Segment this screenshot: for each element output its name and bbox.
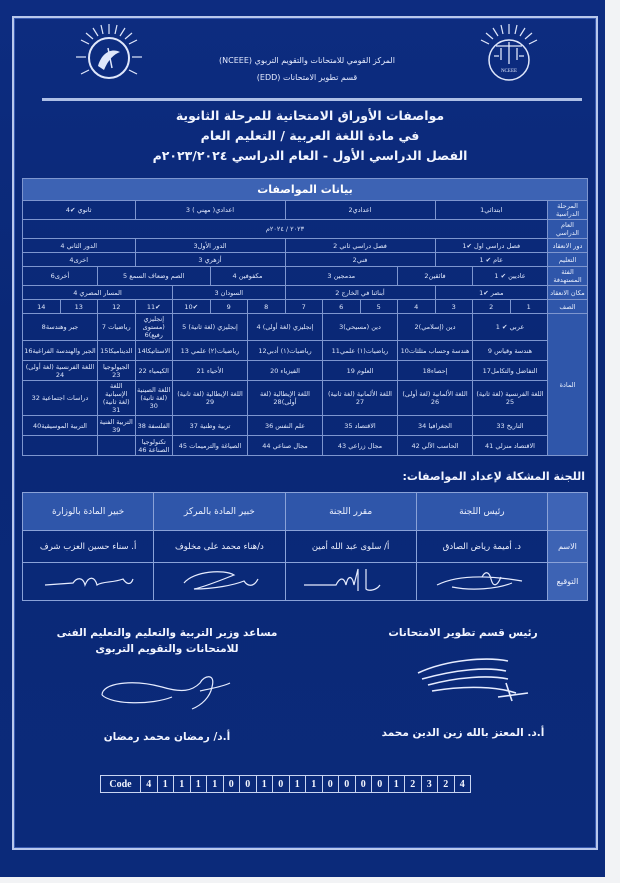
code-digit: 4 — [454, 776, 471, 793]
member-name: أ. سناء حسين العزب شرف — [23, 531, 154, 563]
code-digit: 3 — [421, 776, 438, 793]
subject-cell: الاقتصاد 35 — [323, 416, 398, 436]
grade-cell: 1 — [510, 300, 548, 314]
grade-cell: 12 — [98, 300, 136, 314]
code-digit: 1 — [174, 776, 191, 793]
category-row — [23, 267, 588, 286]
subject-cell: اللغة الإيطالية (لغة أولى)28 — [248, 381, 323, 416]
header-divider — [42, 98, 582, 101]
role-header: مقرر اللجنة — [285, 493, 416, 531]
education-row — [23, 253, 588, 267]
official-role-line-1: مساعد وزير التربية والتعليم والتعليم الفنى — [56, 627, 278, 639]
subject-cell: التاريخ 33 — [473, 416, 548, 436]
title-line-3: الفصل الدراسي الأول - العام الدراسي ٢٠٢٣/٢٠٢٤م — [152, 148, 468, 163]
session-row — [23, 239, 588, 253]
grade-cell: 8 — [248, 300, 286, 314]
stage-label: المرحلة الدراسية — [548, 201, 588, 220]
code-strip — [100, 775, 471, 793]
code-digit: 0 — [240, 776, 257, 793]
subject-cell: اللغة الألمانية (لغة أولى) 26 — [398, 381, 473, 416]
official-name: أ.د. المعتز بالله زين الدين محمد — [381, 727, 545, 739]
official-role: رئيس قسم تطوير الامتحانات — [388, 627, 538, 639]
subject-cell: الحاسب الآلي 42 — [398, 436, 473, 456]
place-label: مكان الانعقاد — [548, 286, 588, 300]
subject-cell: إنجليزي (لغة أولى) 4 — [248, 314, 323, 341]
subject-cell: الاقتصاد منزلي 41 — [473, 436, 548, 456]
year-row — [23, 220, 588, 239]
document-header — [12, 18, 598, 98]
subject-grid — [23, 314, 588, 456]
subject-cell: الاستاتيكا14 — [135, 341, 173, 361]
subject-cell: الأحياء 21 — [173, 361, 248, 381]
stage-option: اعدادي2 — [285, 201, 435, 220]
subject-cell: هندسة وقياس 9 — [473, 341, 548, 361]
name-label: الاسم — [548, 531, 588, 563]
code-digit: 4 — [141, 776, 158, 793]
category-option: فائقين2 — [398, 267, 473, 286]
place-option: السودان 3 — [173, 286, 286, 300]
subject-cell: الجغرافيا 34 — [398, 416, 473, 436]
grade-cell: ✔10 — [173, 300, 211, 314]
signature-icon — [416, 563, 547, 601]
education-option: فني2 — [285, 253, 435, 267]
code-digit: 0 — [372, 776, 389, 793]
subject-cell: الفيزياء 20 — [248, 361, 323, 381]
subject-cell: رياضيات(١) علمي11 — [323, 341, 398, 361]
education-label: التعليم — [548, 253, 588, 267]
svg-text:NCEEE: NCEEE — [500, 69, 518, 74]
code-digit: 0 — [322, 776, 339, 793]
place-option: مصر ✔1 — [435, 286, 548, 300]
code-row — [101, 776, 471, 793]
subject-cell — [98, 436, 136, 456]
subject-cell: إحصاء18 — [398, 361, 473, 381]
code-digit: 0 — [273, 776, 290, 793]
category-option: مكفوفين 4 — [210, 267, 285, 286]
category-option: مدمجين 3 — [285, 267, 398, 286]
subject-cell: تربية وطنية 37 — [173, 416, 248, 436]
subject-cell: هندسة وحساب مثلثات10 — [398, 341, 473, 361]
head-of-exam-dev — [338, 625, 588, 739]
subject-cell: العلوم 19 — [323, 361, 398, 381]
subject-cell: جبر وهندسة8 — [23, 314, 98, 341]
subject-cell: اللغة الإسبانية (لغة ثانية) 31 — [98, 381, 136, 416]
code-digit: 1 — [190, 776, 207, 793]
subject-cell: اللغة الإيطالية (لغة ثانية) 29 — [173, 381, 248, 416]
specifications-table — [22, 178, 588, 456]
session-option: الدور الأول3 — [135, 239, 285, 253]
subject-cell: اللغة الصينية (لغة ثانية) 30 — [135, 381, 173, 416]
signature-icon — [285, 563, 416, 601]
member-name: د. أميمة رياض الصادق — [416, 531, 547, 563]
stage-row — [23, 201, 588, 220]
code-digit: 1 — [306, 776, 323, 793]
category-label: الفئة المستهدفة — [548, 267, 588, 286]
subject-cell: اللغة الفرنسية (لغة ثانية) 25 — [473, 381, 548, 416]
code-digit: 1 — [157, 776, 174, 793]
subject-row — [23, 314, 588, 341]
grade-cell: 14 — [23, 300, 61, 314]
place-option: أبنائنا في الخارج 2 — [285, 286, 435, 300]
grade-label: الصف — [548, 300, 588, 314]
subject-cell: إنجليزي (لغة ثانية) 5 — [173, 314, 248, 341]
code-digit: 1 — [207, 776, 224, 793]
place-option: المسار المصري 4 — [23, 286, 173, 300]
subject-row — [23, 436, 588, 456]
education-option: أزهري 3 — [135, 253, 285, 267]
member-name: أ/ سلوى عبد الله أمين — [285, 531, 416, 563]
corner-cell — [548, 493, 588, 531]
role-header: خبير المادة بالوزارة — [23, 493, 154, 531]
committee-heading: اللجنة المشكلة لإعداد المواصفات: — [402, 470, 585, 483]
committee-signatures-row — [23, 563, 588, 601]
grade-cell: 5 — [360, 300, 398, 314]
session-option: فصل دراسي ثاني 2 — [285, 239, 435, 253]
official-role-line-2: للامتحانات والتقويم التربوى — [95, 643, 239, 655]
committee-names-row — [23, 531, 588, 563]
subject-cell: رياضيات(٢) علمي 13 — [173, 341, 248, 361]
code-digit: 2 — [438, 776, 455, 793]
subject-row — [23, 341, 588, 361]
education-option: اخرى4 — [23, 253, 136, 267]
subject-cell: عربي ✔ 1 — [473, 314, 548, 341]
code-digit: 2 — [405, 776, 422, 793]
signature-icon — [338, 653, 588, 709]
grade-cell: 6 — [323, 300, 361, 314]
code-digit: 0 — [223, 776, 240, 793]
session-label: دور الانعقاد — [548, 239, 588, 253]
role-header: رئيس اللجنة — [416, 493, 547, 531]
stage-option: ثانوي ✔4 — [23, 201, 136, 220]
subject-cell: رياضيات 7 — [98, 314, 136, 341]
document-title — [30, 106, 590, 166]
grade-cell: 13 — [60, 300, 98, 314]
code-digit: 0 — [355, 776, 372, 793]
spec-banner: بيانات المواصفات — [23, 179, 588, 201]
category-option: أخرى6 — [23, 267, 98, 286]
committee-roles-row — [23, 493, 588, 531]
subject-cell: إنجليزي (مستوى رفيع)6 — [135, 314, 173, 341]
subject-cell: رياضيات(١) أدبي12 — [248, 341, 323, 361]
category-option: عاديين ✔ 1 — [473, 267, 548, 286]
grade-cell: 9 — [210, 300, 248, 314]
subject-row — [23, 381, 588, 416]
subject-cell: الفلسفة 38 — [135, 416, 173, 436]
code-digit: 1 — [256, 776, 273, 793]
subject-cell: الجيولوجيا 23 — [98, 361, 136, 381]
grade-cell: 2 — [473, 300, 511, 314]
code-digit: 1 — [289, 776, 306, 793]
session-option: فصل دراسي اول ✔1 — [435, 239, 548, 253]
subject-cell: مجال صناعي 44 — [248, 436, 323, 456]
subject-cell: اللغة الفرنسية (لغة أولى) 24 — [23, 361, 98, 381]
title-line-2: في مادة اللغة العربية / التعليم العام — [200, 128, 420, 143]
subject-cell: الصياغة والترميمات 45 — [173, 436, 248, 456]
subject-row — [23, 416, 588, 436]
code-label: Code — [101, 776, 141, 793]
subject-cell: اللغة الألمانية (لغة ثانية) 27 — [323, 381, 398, 416]
department-name: قسم تطوير الامتحانات (EDD) — [256, 73, 358, 82]
subject-cell: التفاضل والتكامل17 — [473, 361, 548, 381]
subject-cell: دين (إسلامي)2 — [398, 314, 473, 341]
subject-cell: دراسات اجتماعية 32 — [23, 381, 98, 416]
session-option: الدور الثاني 4 — [23, 239, 136, 253]
signature-icon — [42, 661, 292, 717]
signature-label: التوقيع — [548, 563, 588, 601]
place-row — [23, 286, 588, 300]
stage-option: ابتدائي1 — [435, 201, 548, 220]
grade-cell: ✔11 — [135, 300, 173, 314]
member-name: د/هناء محمد على مخلوف — [154, 531, 285, 563]
ministry-logo-icon — [74, 22, 144, 92]
subject-cell: الكيمياء 22 — [135, 361, 173, 381]
subject-cell: مجال زراعي 43 — [323, 436, 398, 456]
nceee-scales-logo-icon — [474, 22, 544, 92]
subject-row — [23, 361, 588, 381]
category-option: الصم وضعاف السمع 5 — [98, 267, 211, 286]
official-name: أ.د/ رمضان محمد رمضان — [103, 731, 231, 743]
year-label: العام الدراسي — [548, 220, 588, 239]
subject-cell: الجبر والهندسة الفراغية16 — [23, 341, 98, 361]
subject-cell: التربية الفنية 39 — [98, 416, 136, 436]
title-line-1: مواصفات الأوراق الامتحانية للمرحلة الثانوية — [175, 108, 445, 123]
stage-option: اعدادي( مهني ) 3 — [135, 201, 285, 220]
committee-table — [22, 492, 588, 601]
role-header: خبير المادة بالمركز — [154, 493, 285, 531]
grade-row — [23, 300, 588, 314]
subject-cell: علم النفس 36 — [248, 416, 323, 436]
grade-cell: 7 — [285, 300, 323, 314]
signature-icon — [23, 563, 154, 601]
subject-cell: الديناميكا15 — [98, 341, 136, 361]
code-digit: 0 — [339, 776, 356, 793]
grade-cell: 3 — [435, 300, 473, 314]
subject-cell: تكنولوجيا الصناعة 46 — [135, 436, 173, 456]
subject-label: المادة — [548, 314, 588, 456]
signature-icon — [154, 563, 285, 601]
education-option: عام ✔ 1 — [435, 253, 548, 267]
org-name: المركز القومي للامتحانات والتقويم التربوي (NCEEE) — [219, 56, 395, 65]
subject-cell — [23, 436, 98, 456]
subject-cell: دين (مسيحي)3 — [323, 314, 398, 341]
assistant-minister — [42, 625, 292, 743]
year-value: ٢٠٢٣ / ٢٠٢٤م — [23, 220, 548, 239]
subject-cell: التربية الموسيقية40 — [23, 416, 98, 436]
code-digit: 1 — [388, 776, 405, 793]
grade-cell: 4 — [398, 300, 436, 314]
